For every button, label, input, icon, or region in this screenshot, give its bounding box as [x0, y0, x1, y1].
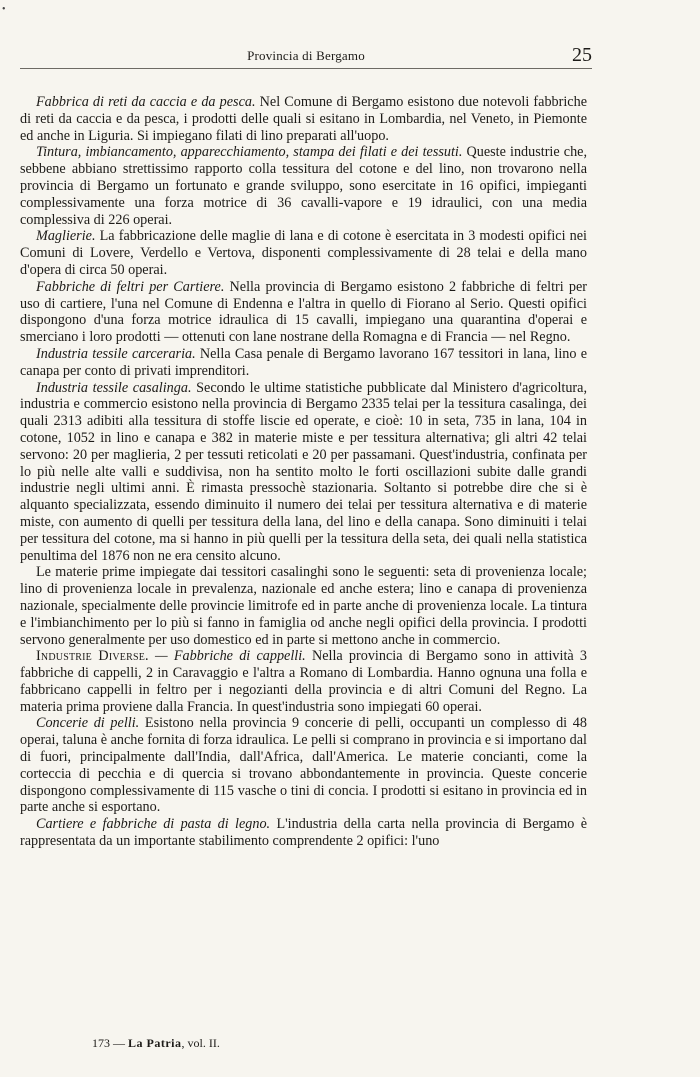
- paragraph-lead: Concerie di pelli.: [36, 715, 140, 732]
- section-heading: Industrie Diverse.: [36, 648, 149, 665]
- paragraph-text: Secondo le ultime statistiche pubblicate dal Ministero d'agricoltura, industria e commercio esistono nella provincia di Bergamo 2335 telai per la tessitura casalinga, dei quali 2313 adibiti alla tessitura di stoffe liscie ed operate, e cioè: 10 in seta, 735 in lana, 104 in cotone, 1052 in lino e canapa e 382 in materie miste e per tessitura alternativa; gli altri 42 telai servono: 20 per maglieria, 2 per tessuti reticolati e 20 per passamani. Quest'industria, confinata per lo più nelle alte valli e suddivisa, non ha sentito molto le forti oscillazioni subite dalle grandi industrie negli ultimi anni. È rimasta pressochè stazionaria. Soltanto si potrebbe dire che si è alquanto specializzata, essendo diminuito il numero dei telai per tessitura alternativa e di materie miste, con aumento di quelli per tessitura della lana, del lino e della canapa. Sono diminuiti i telai per tessitura del cotone, ma si hanno in più quelli per la tessitura della seta, dei quali nella statistica penultima del 1876 non ne era censito alcuno.: [20, 379, 587, 564]
- paragraph-lead: Industria tessile casalinga.: [36, 379, 192, 396]
- running-header: [20, 44, 592, 69]
- footer-volume: , vol. II.: [181, 1036, 220, 1050]
- paragraph-feltri: [20, 279, 587, 346]
- paragraph-text: Nella provincia di Bergamo esistono 2 fabbriche di feltri per uso di cartiere, l'una nel Comune di Endenna e l'altra in quello di Fiorano al Serio. Questi opifici dispongono d'una forza motrice idraulica di 15 cavalli, impiegano una quarantina d'operai e smerciano i loro prodotti — ottenuti con lane nostrane della Romagna e di Francia — nel Regno.: [20, 278, 587, 346]
- paragraph-concerie: [20, 715, 587, 816]
- paragraph-text: L'industria della carta nella provincia di Bergamo è rappresentata da un importante stabilimento comprendente 2 opifici: l'uno: [20, 816, 588, 850]
- paragraph-lead: Cartiere e fabbriche di pasta di legno.: [36, 816, 271, 833]
- paragraph-reti: [20, 94, 587, 144]
- paragraph-cappelli: [20, 648, 587, 715]
- footer-sheet: 173 —: [92, 1036, 128, 1050]
- paragraph-text: Esistono nella provincia 9 concerie di pelli, occupanti un complesso di 48 operai, taluna è anche fornita di forza idraulica. Le pelli si comprano in provincia e si importano dal di fuori, principalmente dall'India, dall'Africa, dall'America. Le materie concianti, come la corteccia di pecchia e di quercia si trovano abbondantemente in provincia. Queste concerie dispongono complessivamente di 115 vasche o tini di concia. I prodotti si esitano in provincia ed in parte anche si esportano.: [20, 715, 587, 816]
- paragraph-text: La fabbricazione delle maglie di lana e di cotone è esercitata in 3 modesti opifici nei Comuni di Lovere, Verdello e Vertova, disponenti complessivamente di 28 telai e della mano d'opera di circa 50 operai.: [20, 228, 587, 278]
- paragraph-text: Le materie prime impiegate dai tessitori casalinghi sono le seguenti: seta di provenienza locale; lino di provenienza locale in prevalenza, nazionale ed anche estera; lino e canapa di provenienza nazionale, specialmente delle provincie limitrofe ed in parte anche di provenienza locale. La tintura e l'imbianchimento per lo più si fanno in famiglia od anche negli opifici della provincia. I prodotti servono generalmente per uso domestico ed in parte si mettono anche in commercio.: [20, 564, 587, 648]
- paragraph-lead: Fabbrica di reti da caccia e da pesca.: [36, 94, 256, 110]
- paragraph-text: Nella Casa penale di Bergamo lavorano 167 tessitori in lana, lino e canapa per conto di privati imprenditori.: [20, 345, 587, 379]
- paragraph-cartiere: [20, 816, 587, 850]
- page-number: 25: [572, 44, 592, 66]
- paragraph-lead: Industria tessile carceraria.: [36, 345, 196, 362]
- paragraph-lead: Tintura, imbiancamento, apparecchiamento, stampa dei filati e dei tessuti.: [36, 144, 463, 161]
- footer-publication: La Patria: [128, 1036, 182, 1050]
- page-footer: [92, 1036, 220, 1051]
- paragraph-lead: Fabbriche di feltri per Cartiere.: [36, 278, 225, 295]
- margin-mark: •: [2, 4, 6, 15]
- paragraph-carceraria: [20, 346, 587, 380]
- paragraph-maglierie: [20, 228, 587, 278]
- paragraph-text: Nella provincia di Bergamo sono in attività 3 fabbriche di cappelli, 2 in Caravaggio e l'altra a Romano di Lombardia. Hanno ognuna una folla e fabbricano cappelli in feltro per i negozianti della provincia e di altri Comuni del Regno. La materia prima proviene dalla Francia. In quest'industria sono impiegati 60 operai.: [20, 648, 588, 715]
- paragraph-text: Nel Comune di Bergamo esistono due notevoli fabbriche di reti da caccia e da pesca, i prodotti delle quali si esitano in Lombardia, nel Veneto, in Piemonte ed anche in Liguria. Si impiegano filati di lino preparati all'uopo.: [20, 94, 587, 144]
- paragraph-lead: — Fabbriche di cappelli.: [148, 648, 306, 665]
- header-title: Provincia di Bergamo: [247, 48, 365, 63]
- paragraph-text: Queste industrie che, sebbene abbiano strettissimo rapporto colla tessitura del cotone e del lino, non trovarono nella provincia di Bergamo un fortunato e grande sviluppo, sono esercitate in 16 opifici, impieganti complessivamente una forza motrice di 36 cavalli-vapore e 19 idraulici, con una media complessiva di 226 operai.: [20, 144, 588, 228]
- paragraph-materie-prime: [20, 564, 587, 648]
- paragraph-tintura: [20, 144, 587, 228]
- page-body: [20, 94, 587, 850]
- paragraph-lead: Maglierie.: [36, 228, 96, 245]
- paragraph-casalinga: [20, 380, 587, 565]
